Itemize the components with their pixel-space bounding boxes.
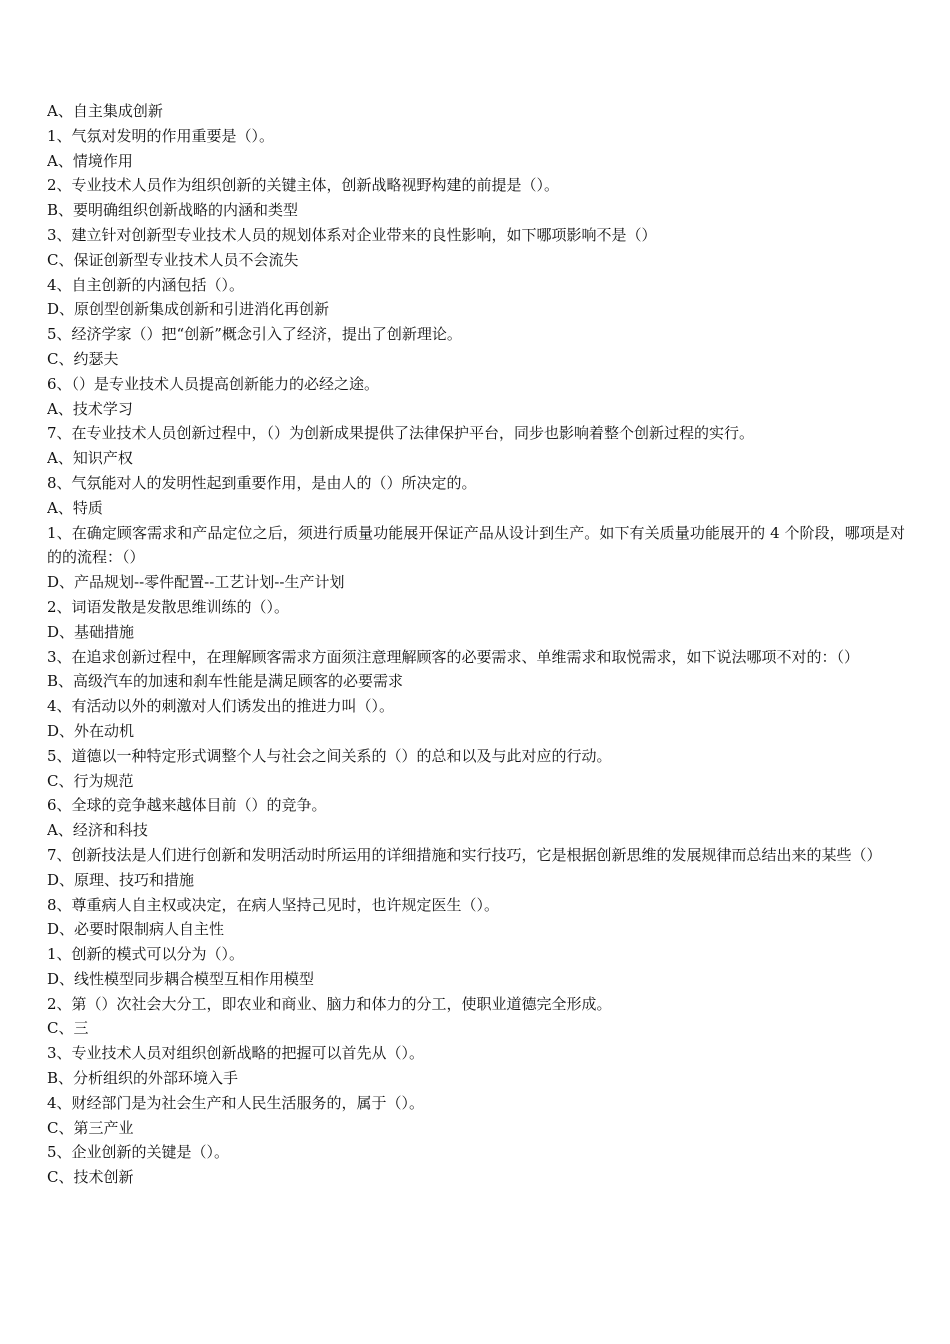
answer-line: D、必要时限制病人自主性 [47, 920, 225, 939]
question-line: 1、创新的模式可以分为（）。 [47, 945, 245, 964]
document-body [47, 99, 905, 1190]
answer-line: D、基础措施 [47, 622, 135, 641]
question-line: 4、财经部门是为社会生产和人民生活服务的，属于（）。 [47, 1093, 425, 1112]
answer-line: B、要明确组织创新战略的内涵和类型 [47, 201, 299, 220]
answer-line: A、经济和科技 [47, 821, 148, 840]
question-line: 4、自主创新的内涵包括（）。 [47, 275, 245, 294]
question-line: 8、尊重病人自主权或决定，在病人坚持己见时，也许规定医生（）。 [47, 895, 500, 914]
question-line: 1、在确定顾客需求和产品定位之后，须进行质量功能展开保证产品从设计到生产。如下有关质量功能展开的 4 个阶段，哪项是对的的流程：（） [47, 523, 905, 567]
answer-line: C、行为规范 [47, 771, 134, 790]
answer-line: D、产品规划--零件配置--工艺计划--生产计划 [47, 573, 345, 592]
answer-line: A、特质 [47, 498, 103, 517]
question-line: 5、经济学家（）把“创新”概念引入了经济，提出了创新理论。 [47, 325, 462, 344]
question-line: 5、企业创新的关键是（）。 [47, 1143, 230, 1162]
answer-line: A、自主集成创新 [47, 102, 163, 120]
question-line: 7、在专业技术人员创新过程中，（）为创新成果提供了法律保护平台，同步也影响着整个创新过程的实行。 [47, 424, 755, 443]
question-line: 1、气氛对发明的作用重要是（）。 [47, 126, 275, 145]
answer-line: A、知识产权 [47, 449, 133, 468]
question-line: 3、在追求创新过程中，在理解顾客需求方面须注意理解顾客的必要需求、单维需求和取悦需求，如下说法哪项不对的：（） [47, 647, 860, 666]
answer-line: B、分析组织的外部环境入手 [47, 1069, 239, 1088]
answer-line: C、第三产业 [47, 1118, 134, 1137]
question-line: 8、气氛能对人的发明性起到重要作用，是由人的（）所决定的。 [47, 473, 477, 492]
answer-line: C、保证创新型专业技术人员不会流失 [47, 250, 299, 269]
answer-line: C、技术创新 [47, 1168, 134, 1187]
question-line: 4、有活动以外的刺激对人们诱发出的推进力叫（）。 [47, 697, 395, 716]
answer-line: D、原理、技巧和措施 [47, 870, 195, 889]
answer-line: A、情境作用 [47, 151, 133, 170]
question-line: 6、（）是专业技术人员提高创新能力的必经之途。 [47, 374, 380, 393]
question-line: 2、第（）次社会大分工，即农业和商业、脑力和体力的分工，使职业道德完全形成。 [47, 994, 612, 1013]
question-line: 6、全球的竞争越来越体目前（）的竞争。 [47, 796, 327, 815]
question-line: 2、专业技术人员作为组织创新的关键主体，创新战略视野构建的前提是（）。 [47, 176, 560, 195]
answer-line: C、三 [47, 1019, 89, 1038]
question-line: 3、专业技术人员对组织创新战略的把握可以首先从（）。 [47, 1044, 425, 1063]
answer-line: D、外在动机 [47, 721, 135, 740]
answer-line: B、高级汽车的加速和刹车性能是满足顾客的必要需求 [47, 672, 404, 691]
question-line: 3、建立针对创新型专业技术人员的规划体系对企业带来的良性影响，如下哪项影响不是（） [47, 225, 657, 244]
question-line: 2、词语发散是发散思维训练的（）。 [47, 597, 290, 616]
question-line: 5、道德以一种特定形式调整个人与社会之间关系的（）的总和以及与此对应的行动。 [47, 746, 612, 765]
answer-line: D、线性模型同步耦合模型互相作用模型 [47, 969, 315, 988]
answer-line: D、原创型创新集成创新和引进消化再创新 [47, 300, 330, 319]
answer-line: C、约瑟夫 [47, 349, 119, 368]
answer-line: A、技术学习 [47, 399, 133, 418]
question-line: 7、创新技法是人们进行创新和发明活动时所运用的详细措施和实行技巧，它是根据创新思维的发展规律而总结出来的某些（） [47, 845, 882, 864]
